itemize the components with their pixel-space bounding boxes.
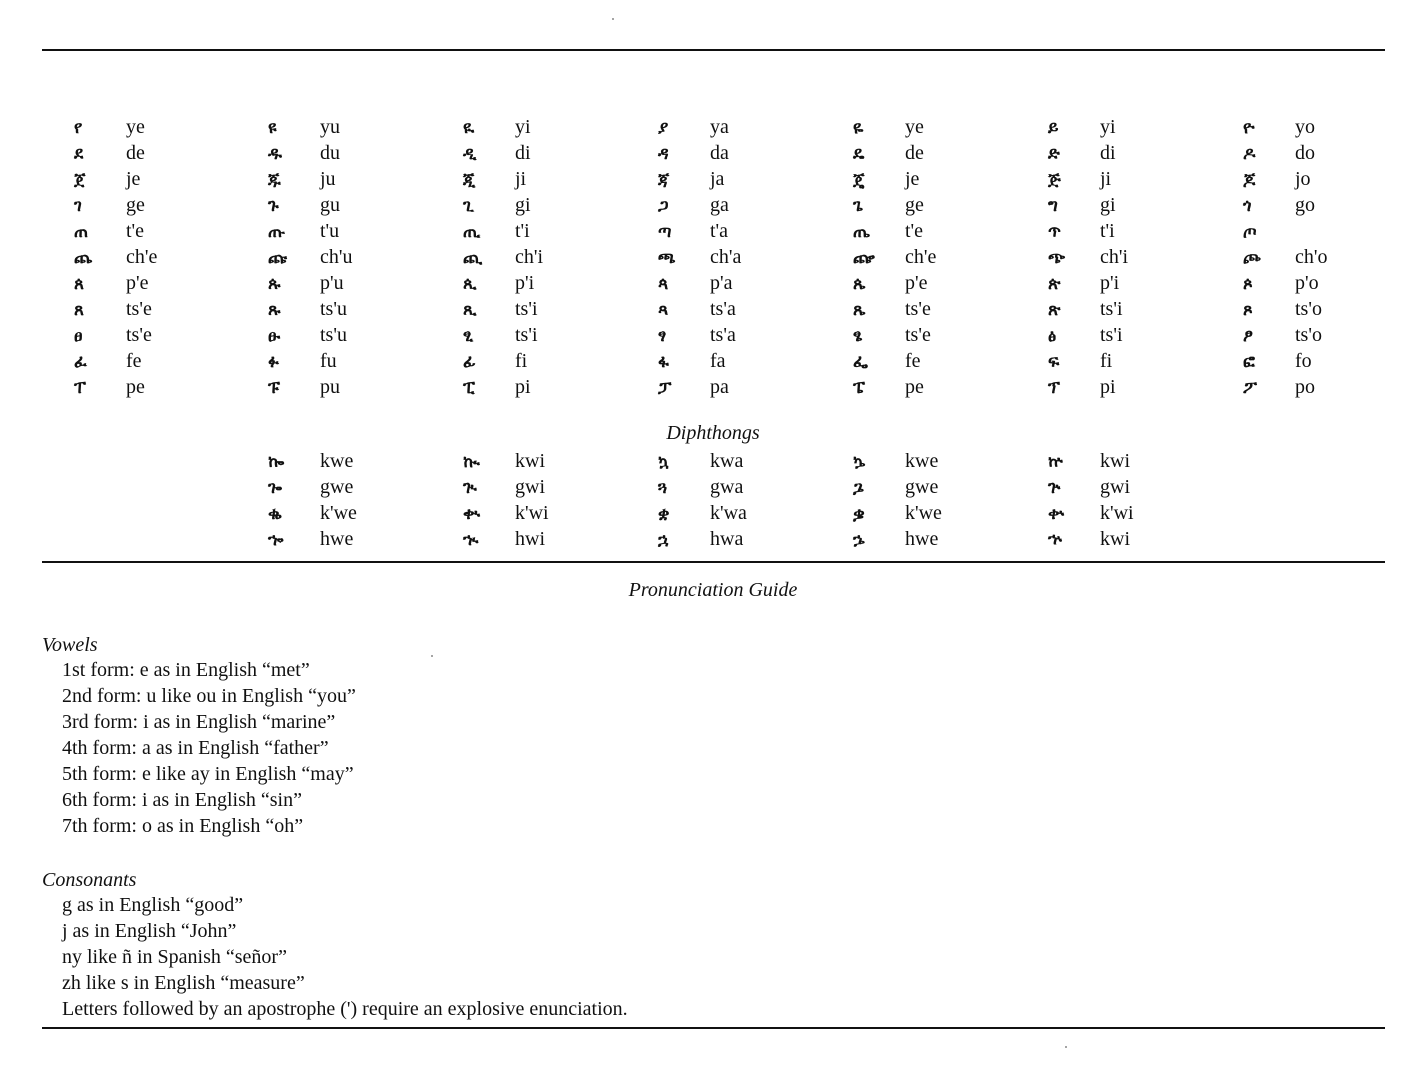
bottom-rule xyxy=(42,1027,1385,1029)
transliteration: kwa xyxy=(710,450,744,472)
transliteration: fu xyxy=(320,350,337,372)
transliteration: fi xyxy=(1100,350,1113,372)
fidel-glyph: ጰ xyxy=(74,274,85,294)
transliteration: kwi xyxy=(1100,528,1130,550)
transliteration: pi xyxy=(1100,376,1116,398)
vowel-rule: 5th form: e like ay in English “may” xyxy=(62,763,354,785)
fidel-glyph: ጕ xyxy=(1048,478,1061,498)
transliteration: p'a xyxy=(710,272,733,294)
fidel-glyph: ጲ xyxy=(463,274,477,294)
fidel-glyph: ኰ xyxy=(268,452,285,472)
transliteration: ji xyxy=(1100,168,1112,190)
fidel-glyph: ኋ xyxy=(658,530,669,550)
diphthongs-heading: Diphthongs xyxy=(666,422,760,444)
transliteration: t'e xyxy=(126,220,145,242)
transliteration: ts'e xyxy=(905,324,931,346)
consonant-rule: g as in English “good” xyxy=(62,894,244,916)
syllabary-row xyxy=(0,272,1426,298)
fidel-glyph: ጶ xyxy=(1243,274,1253,294)
fidel-glyph: ጦ xyxy=(1243,222,1257,242)
transliteration: t'u xyxy=(320,220,340,242)
table-bottom-rule xyxy=(42,561,1385,563)
syllabary-row xyxy=(0,350,1426,376)
transliteration: p'e xyxy=(126,272,149,294)
transliteration: pu xyxy=(320,376,340,398)
transliteration: p'i xyxy=(515,272,535,294)
transliteration: t'i xyxy=(515,220,530,242)
fidel-glyph: ፈ xyxy=(74,352,87,372)
fidel-glyph: ዬ xyxy=(853,118,864,138)
fidel-glyph: ፒ xyxy=(463,378,475,398)
fidel-glyph: ጓ xyxy=(658,478,668,498)
fidel-glyph: ጒ xyxy=(463,478,477,498)
transliteration: gu xyxy=(320,194,340,216)
fidel-glyph: ፕ xyxy=(1048,378,1060,398)
fidel-glyph: ኴ xyxy=(853,452,866,472)
consonant-rule: j as in English “John” xyxy=(62,920,237,942)
transliteration: ch'u xyxy=(320,246,353,268)
fidel-glyph: ጬ xyxy=(853,248,875,268)
transliteration: ch'e xyxy=(905,246,937,268)
fidel-glyph: ጸ xyxy=(74,300,84,320)
fidel-glyph: ፉ xyxy=(268,352,279,372)
fidel-glyph: ፎ xyxy=(1243,352,1255,372)
fidel-glyph: ፂ xyxy=(463,326,474,346)
syllabary-row xyxy=(0,246,1426,272)
transliteration: ch'o xyxy=(1295,246,1328,268)
fidel-glyph: ፔ xyxy=(853,378,865,398)
transliteration: t'i xyxy=(1100,220,1115,242)
pronunciation-guide-title: Pronunciation Guide xyxy=(628,579,798,601)
fidel-glyph: ጋ xyxy=(658,196,669,216)
transliteration: t'a xyxy=(710,220,729,242)
transliteration: ts'a xyxy=(710,298,736,320)
fidel-glyph: ኵ xyxy=(1048,452,1063,472)
transliteration: k'wi xyxy=(515,502,549,524)
consonants-heading: Consonants xyxy=(42,869,137,891)
fidel-glyph: ጣ xyxy=(658,222,672,242)
transliteration: pe xyxy=(126,376,145,398)
fidel-glyph: ጎ xyxy=(1243,196,1252,216)
transliteration: gi xyxy=(1100,194,1116,216)
transliteration: kwe xyxy=(905,450,939,472)
fidel-glyph: ጽ xyxy=(1048,300,1061,320)
fidel-glyph: ፍ xyxy=(1048,352,1060,372)
transliteration: du xyxy=(320,142,340,164)
transliteration: pi xyxy=(515,376,531,398)
syllabary-row xyxy=(0,324,1426,350)
fidel-glyph: ቌ xyxy=(853,504,865,524)
fidel-glyph: ጵ xyxy=(1048,274,1061,294)
transliteration: kwi xyxy=(515,450,545,472)
syllabary-row xyxy=(0,142,1426,168)
transliteration: yu xyxy=(320,116,340,138)
fidel-glyph: ዪ xyxy=(463,118,475,138)
fidel-glyph: ኲ xyxy=(463,452,480,472)
transliteration: p'o xyxy=(1295,272,1319,294)
fidel-glyph: ፐ xyxy=(74,378,86,398)
transliteration: fa xyxy=(710,350,726,372)
transliteration: hwe xyxy=(905,528,939,550)
fidel-glyph: ጾ xyxy=(1243,300,1253,320)
fidel-glyph: ጂ xyxy=(463,170,476,190)
transliteration: ju xyxy=(320,168,336,190)
transliteration: da xyxy=(710,142,729,164)
fidel-glyph: ጁ xyxy=(268,170,281,190)
top-rule xyxy=(42,49,1385,51)
fidel-glyph: ዱ xyxy=(268,144,282,164)
fidel-glyph: ይ xyxy=(1048,118,1059,138)
scan-speck xyxy=(431,655,433,657)
fidel-glyph: ቊ xyxy=(463,504,481,524)
transliteration: yi xyxy=(1100,116,1116,138)
vowel-rule: 1st form: e as in English “met” xyxy=(62,659,310,681)
transliteration: kwe xyxy=(320,450,354,472)
transliteration: ye xyxy=(905,116,924,138)
consonant-rule: ny like ñ in Spanish “señor” xyxy=(62,946,287,968)
transliteration: go xyxy=(1295,194,1315,216)
transliteration: fe xyxy=(905,350,921,372)
fidel-glyph: ጀ xyxy=(74,170,86,190)
fidel-glyph: ፖ xyxy=(1243,378,1257,398)
fidel-glyph: ጳ xyxy=(658,274,669,294)
transliteration: ji xyxy=(515,168,527,190)
vowel-rule: 6th form: i as in English “sin” xyxy=(62,789,302,811)
fidel-glyph: ዳ xyxy=(658,144,669,164)
fidel-glyph: ኍ xyxy=(1048,530,1062,550)
vowel-rule: 4th form: a as in English “father” xyxy=(62,737,329,759)
transliteration: p'u xyxy=(320,272,344,294)
consonant-rule: Letters followed by an apostrophe (') require an explosive enunciation. xyxy=(62,998,628,1020)
transliteration: k'wa xyxy=(710,502,747,524)
fidel-glyph: ኊ xyxy=(463,530,479,550)
transliteration: ts'a xyxy=(710,324,736,346)
transliteration: fe xyxy=(126,350,142,372)
fidel-glyph: ፆ xyxy=(1243,326,1253,346)
transliteration: k'we xyxy=(320,502,357,524)
fidel-glyph: ጆ xyxy=(1243,170,1256,190)
transliteration: ts'i xyxy=(1100,324,1123,346)
transliteration: ja xyxy=(710,168,725,190)
syllabary-row xyxy=(0,298,1426,324)
fidel-glyph: ጤ xyxy=(853,222,870,242)
transliteration: ts'e xyxy=(126,324,152,346)
transliteration: p'i xyxy=(1100,272,1120,294)
transliteration: ts'i xyxy=(515,298,538,320)
vowel-rule: 7th form: o as in English “oh” xyxy=(62,815,304,837)
fidel-glyph: ፅ xyxy=(1048,326,1057,346)
fidel-glyph: ፊ xyxy=(463,352,476,372)
fidel-glyph: ጴ xyxy=(853,274,866,294)
transliteration: ts'o xyxy=(1295,324,1322,346)
fidel-glyph: ጔ xyxy=(853,478,864,498)
transliteration: yi xyxy=(515,116,531,138)
fidel-glyph: ጼ xyxy=(853,300,866,320)
fidel-glyph: ጨ xyxy=(74,248,93,268)
transliteration: je xyxy=(905,168,920,190)
transliteration: kwi xyxy=(1100,450,1130,472)
transliteration: t'e xyxy=(905,220,924,242)
syllabary-row xyxy=(0,376,1426,402)
fidel-glyph: ገ xyxy=(74,196,82,216)
transliteration: gwe xyxy=(905,476,939,498)
transliteration: ts'o xyxy=(1295,298,1322,320)
transliteration: ts'u xyxy=(320,324,347,346)
diphthong-row xyxy=(0,450,1426,476)
fidel-glyph: ፋ xyxy=(658,352,669,372)
fidel-glyph: ፄ xyxy=(853,326,863,346)
scan-speck xyxy=(1065,1046,1067,1048)
fidel-glyph: ጌ xyxy=(853,196,864,216)
fidel-glyph: ጱ xyxy=(268,274,281,294)
fidel-glyph: ኈ xyxy=(268,530,284,550)
transliteration: gwi xyxy=(1100,476,1130,498)
fidel-glyph: ፀ xyxy=(74,326,83,346)
transliteration: k'wi xyxy=(1100,502,1134,524)
transliteration: do xyxy=(1295,142,1315,164)
transliteration: di xyxy=(515,142,531,164)
transliteration: hwe xyxy=(320,528,354,550)
fidel-glyph: ጢ xyxy=(463,222,481,242)
fidel-glyph: ጭ xyxy=(1048,248,1066,268)
fidel-glyph: ጐ xyxy=(268,478,283,498)
fidel-glyph: ጉ xyxy=(268,196,279,216)
fidel-glyph: ጅ xyxy=(1048,170,1061,190)
fidel-glyph: ዶ xyxy=(1243,144,1256,164)
fidel-glyph: ፃ xyxy=(658,326,667,346)
transliteration: ge xyxy=(905,194,924,216)
fidel-glyph: ጫ xyxy=(658,248,676,268)
fidel-glyph: የ xyxy=(74,118,83,138)
transliteration: ts'i xyxy=(1100,298,1123,320)
diphthong-row xyxy=(0,528,1426,554)
syllabary-row xyxy=(0,194,1426,220)
fidel-glyph: ፌ xyxy=(853,352,868,372)
transliteration: gwa xyxy=(710,476,744,498)
fidel-glyph: ዮ xyxy=(1243,118,1255,138)
fidel-glyph: ጺ xyxy=(463,300,477,320)
fidel-glyph: ጪ xyxy=(463,248,483,268)
fidel-glyph: ደ xyxy=(74,144,84,164)
fidel-glyph: ጃ xyxy=(658,170,670,190)
transliteration: yo xyxy=(1295,116,1315,138)
fidel-glyph: ፓ xyxy=(658,378,672,398)
fidel-glyph: ድ xyxy=(1048,144,1060,164)
fidel-glyph: ጠ xyxy=(74,222,89,242)
transliteration: ya xyxy=(710,116,729,138)
diphthong-row xyxy=(0,502,1426,528)
fidel-glyph: ፁ xyxy=(268,326,281,346)
transliteration: ye xyxy=(126,116,145,138)
transliteration: po xyxy=(1295,376,1315,398)
transliteration: fo xyxy=(1295,350,1312,372)
fidel-glyph: ፑ xyxy=(268,378,280,398)
transliteration: ts'u xyxy=(320,298,347,320)
scan-speck xyxy=(612,18,614,20)
transliteration: ge xyxy=(126,194,145,216)
vowel-rule: 2nd form: u like ou in English “you” xyxy=(62,685,356,707)
transliteration: ch'i xyxy=(515,246,544,268)
transliteration: hwa xyxy=(710,528,744,550)
transliteration: gwe xyxy=(320,476,354,498)
transliteration: ts'e xyxy=(126,298,152,320)
transliteration: ga xyxy=(710,194,729,216)
vowel-rule: 3rd form: i as in English “marine” xyxy=(62,711,336,733)
fidel-glyph: ጹ xyxy=(268,300,281,320)
fidel-glyph: ያ xyxy=(658,118,669,138)
transliteration: je xyxy=(126,168,141,190)
fidel-glyph: ዩ xyxy=(268,118,277,138)
fidel-glyph: ጡ xyxy=(268,222,286,242)
transliteration: ch'a xyxy=(710,246,742,268)
transliteration: ch'e xyxy=(126,246,158,268)
fidel-glyph: ጄ xyxy=(853,170,865,190)
transliteration: pe xyxy=(905,376,924,398)
fidel-glyph: ኌ xyxy=(853,530,865,550)
vowels-heading: Vowels xyxy=(42,634,98,656)
transliteration: ts'i xyxy=(515,324,538,346)
transliteration: pa xyxy=(710,376,729,398)
fidel-glyph: ቈ xyxy=(268,504,282,524)
fidel-glyph: ቋ xyxy=(658,504,670,524)
transliteration: de xyxy=(126,142,145,164)
transliteration: gwi xyxy=(515,476,545,498)
syllabary-row xyxy=(0,116,1426,142)
transliteration: hwi xyxy=(515,528,545,550)
transliteration: k'we xyxy=(905,502,942,524)
transliteration: de xyxy=(905,142,924,164)
fidel-glyph: ጥ xyxy=(1048,222,1061,242)
transliteration: gi xyxy=(515,194,531,216)
diphthong-row xyxy=(0,476,1426,502)
transliteration: ch'i xyxy=(1100,246,1129,268)
fidel-glyph: ጊ xyxy=(463,196,474,216)
fidel-glyph: ዲ xyxy=(463,144,477,164)
transliteration: di xyxy=(1100,142,1116,164)
fidel-glyph: ጻ xyxy=(658,300,669,320)
fidel-glyph: ቍ xyxy=(1048,504,1065,524)
consonant-rule: zh like s in English “measure” xyxy=(62,972,305,994)
syllabary-row xyxy=(0,220,1426,246)
syllabary-row xyxy=(0,168,1426,194)
fidel-glyph: ዴ xyxy=(853,144,865,164)
transliteration: ts'e xyxy=(905,298,931,320)
fidel-glyph: ጩ xyxy=(268,248,288,268)
transliteration: jo xyxy=(1295,168,1311,190)
transliteration: fi xyxy=(515,350,528,372)
transliteration: p'e xyxy=(905,272,928,294)
fidel-glyph: ግ xyxy=(1048,196,1058,216)
fidel-glyph: ጮ xyxy=(1243,248,1261,268)
fidel-glyph: ኳ xyxy=(658,452,669,472)
